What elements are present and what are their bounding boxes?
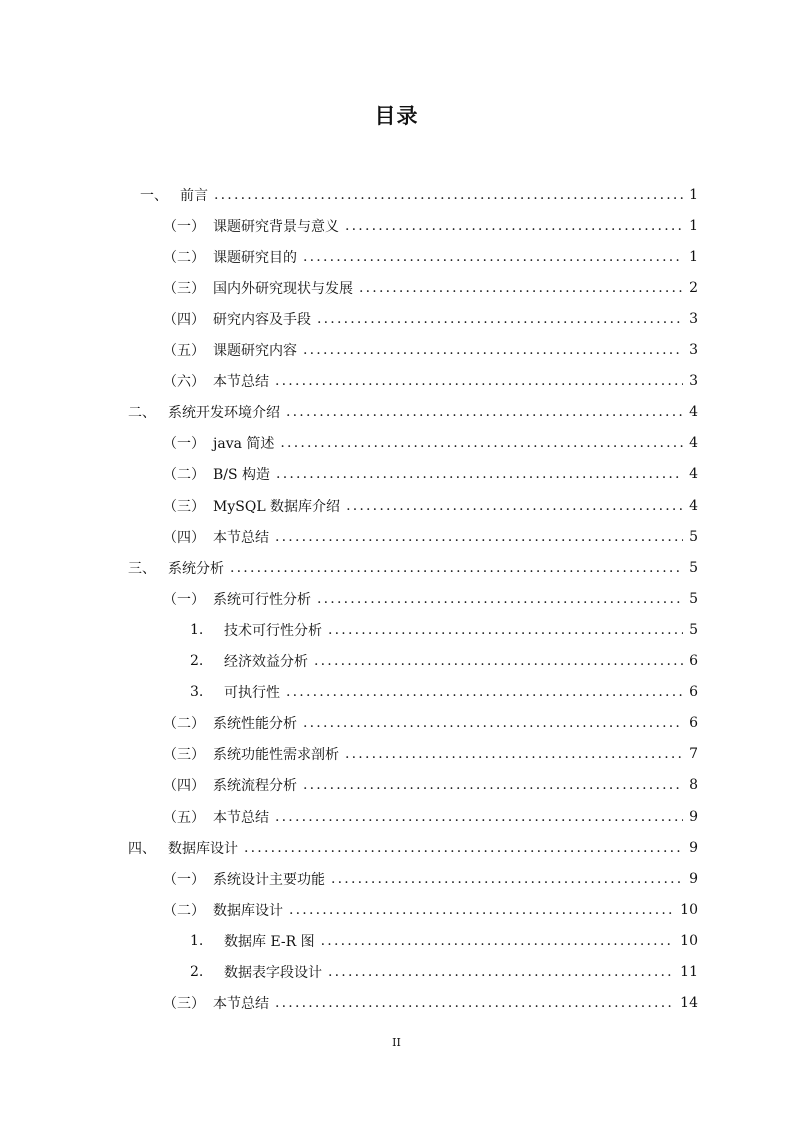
toc-dot-leader	[214, 187, 683, 203]
toc-entry-page: 5	[689, 528, 698, 545]
toc-title: 目录	[374, 104, 419, 128]
toc-entry-title: 研究内容及手段	[213, 311, 311, 328]
toc-entry-page: 4	[689, 404, 698, 421]
toc-entry-title: 系统性能分析	[213, 716, 297, 733]
toc-entry[interactable]	[190, 925, 698, 956]
toc-entry-page: 4	[689, 497, 698, 514]
toc-entry-title: 系统可行性分析	[213, 591, 311, 608]
toc-entry-number: （三）	[163, 280, 205, 297]
toc-entry[interactable]	[163, 272, 698, 303]
toc-entry[interactable]	[163, 366, 698, 397]
toc-entry-number: 2.	[190, 653, 204, 669]
toc-entry-title: 课题研究内容	[213, 343, 297, 359]
toc-entry-number: 3.	[190, 684, 204, 701]
toc-entry[interactable]	[163, 770, 698, 801]
toc-entry-title: 系统分析	[168, 560, 224, 577]
toc-dot-leader	[275, 809, 683, 825]
toc-dot-leader	[345, 746, 683, 762]
toc-dot-leader	[303, 249, 683, 265]
toc-entry-title: 数据表字段设计	[224, 965, 322, 981]
toc-entry-number: 二、	[128, 405, 156, 422]
toc-dot-leader	[345, 218, 683, 234]
toc-entry-number: （一）	[163, 871, 205, 888]
toc-dot-leader	[289, 902, 674, 918]
page-number: II	[392, 1036, 401, 1049]
toc-entry[interactable]	[163, 241, 698, 272]
toc-entry-number: （四）	[163, 529, 205, 546]
toc-dot-leader	[346, 498, 683, 514]
toc-entry-number: 四、	[128, 840, 156, 857]
toc-entry-number: （二）	[163, 467, 205, 484]
toc-entry-title: java 简述	[213, 436, 275, 453]
toc-entry-page: 2	[689, 279, 698, 296]
toc-entry[interactable]	[190, 957, 698, 988]
toc-dot-leader	[317, 591, 683, 607]
toc-entry-title: 本节总结	[213, 996, 269, 1013]
toc-entry-title: 数据库设计	[213, 902, 283, 919]
toc-entry[interactable]	[163, 521, 698, 552]
toc-entry-title: 本节总结	[213, 374, 269, 391]
toc-entry-title: 可执行性	[224, 685, 280, 702]
toc-dot-leader	[331, 871, 683, 887]
toc-entry[interactable]	[163, 490, 698, 521]
toc-entry-page: 6	[689, 653, 698, 669]
toc-dot-leader	[303, 342, 683, 358]
toc-dot-leader	[328, 622, 683, 638]
toc-entry-page: 10	[680, 932, 698, 949]
toc-dot-leader	[321, 933, 675, 949]
toc-entry[interactable]	[163, 428, 698, 459]
toc-entry[interactable]	[190, 614, 698, 645]
toc-entry[interactable]	[163, 894, 698, 925]
toc-entry[interactable]	[163, 708, 698, 739]
toc-entry-title: 课题研究目的	[213, 249, 297, 266]
toc-entry-page: 10	[680, 901, 698, 918]
toc-entry-page: 6	[689, 684, 698, 701]
toc-dot-leader	[328, 964, 674, 980]
toc-entry-title: 本节总结	[213, 809, 269, 826]
toc-dot-leader	[359, 280, 683, 296]
toc-entry-page: 5	[689, 559, 698, 576]
toc-dot-leader	[275, 373, 683, 389]
toc-dot-leader	[276, 466, 683, 482]
toc-entry-page: 3	[689, 310, 698, 327]
toc-entry-title: 数据库 E-R 图	[224, 933, 315, 950]
toc-entry-page: 1	[689, 248, 698, 265]
toc-entry-number: （一）	[163, 218, 205, 235]
toc-entry-number: （一）	[163, 591, 205, 608]
toc-entry-title: 国内外研究现状与发展	[213, 280, 353, 297]
toc-dot-leader	[286, 684, 683, 700]
toc-entry[interactable]	[163, 801, 698, 832]
toc-entry-page: 3	[689, 342, 698, 358]
toc-entry-page: 4	[689, 435, 698, 452]
toc-entry-number: （五）	[163, 809, 205, 826]
toc-entry-title: 前言	[180, 187, 208, 204]
toc-dot-leader	[280, 435, 683, 451]
toc-entry[interactable]	[128, 832, 698, 863]
toc-entry-number: 1.	[190, 932, 204, 949]
toc-entry-number: （六）	[163, 374, 205, 391]
toc-entry[interactable]	[163, 303, 698, 334]
toc-entry[interactable]	[163, 210, 698, 241]
toc-entry-number: （一）	[163, 436, 205, 453]
toc-dot-leader	[303, 715, 683, 731]
toc-entry-page: 8	[689, 777, 698, 794]
toc-entry[interactable]	[163, 863, 698, 894]
toc-entry-title: 经济效益分析	[224, 654, 308, 670]
toc-entry-number: （二）	[163, 902, 205, 919]
toc-entry-page: 1	[689, 217, 698, 234]
toc-entry-number: （五）	[163, 343, 205, 359]
toc-entry[interactable]	[163, 335, 698, 366]
toc-entry-title: MySQL 数据库介绍	[213, 498, 341, 515]
toc-entry-number: （三）	[163, 747, 205, 764]
toc-entry[interactable]	[128, 397, 698, 428]
toc-entry-number: （三）	[163, 996, 205, 1013]
toc-entry[interactable]	[163, 988, 698, 1019]
toc-entry[interactable]	[163, 739, 698, 770]
toc-entry-title: 系统流程分析	[213, 778, 297, 795]
toc-dot-leader	[275, 995, 674, 1011]
toc-entry[interactable]	[140, 179, 698, 210]
toc-entry-page: 9	[689, 870, 698, 887]
toc-entry-number: （四）	[163, 778, 205, 795]
toc-entry-page: 5	[689, 590, 698, 607]
toc-entry-number: （四）	[163, 311, 205, 328]
toc-entry-page: 1	[689, 186, 698, 203]
toc-entry-page: 7	[689, 746, 698, 763]
toc-entry-page: 9	[689, 839, 698, 856]
toc-entry-title: 技术可行性分析	[224, 622, 322, 639]
toc-entry[interactable]	[128, 552, 698, 583]
toc-entry-page: 11	[680, 964, 698, 980]
toc-entry[interactable]	[163, 459, 698, 490]
toc-dot-leader	[286, 404, 683, 420]
toc-entry-page: 14	[680, 995, 698, 1012]
toc-entry-number: （三）	[163, 498, 205, 515]
toc-entry-page: 4	[689, 466, 698, 483]
toc-dot-leader	[303, 777, 683, 793]
toc-dot-leader	[317, 311, 683, 327]
toc-entry-title: 数据库设计	[168, 840, 238, 857]
toc-entry-page: 3	[689, 373, 698, 390]
toc-entry-title: 系统功能性需求剖析	[213, 747, 339, 764]
toc-dot-leader	[314, 653, 683, 669]
toc-entry-title: B/S 构造	[213, 467, 271, 484]
toc-entry-page: 6	[689, 715, 698, 732]
toc-entry-number: 三、	[128, 560, 156, 577]
toc-entry[interactable]	[190, 646, 698, 677]
toc-entry-title: 本节总结	[213, 529, 269, 546]
toc-entry-number: （二）	[163, 249, 205, 266]
toc-entry[interactable]	[163, 583, 698, 614]
toc-entry-number: （二）	[163, 716, 205, 733]
toc-entry-title: 课题研究背景与意义	[213, 218, 339, 235]
toc-entry-title: 系统开发环境介绍	[168, 405, 280, 422]
toc-entry[interactable]	[190, 677, 698, 708]
toc-entry-page: 9	[689, 808, 698, 825]
toc-dot-leader	[230, 560, 683, 576]
toc-entry-page: 5	[689, 621, 698, 638]
toc-entry-number: 1.	[190, 621, 204, 638]
toc-dot-leader	[275, 529, 683, 545]
toc-entry-number: 2.	[190, 964, 204, 980]
toc-entry-number: 一、	[140, 187, 168, 204]
toc-dot-leader	[244, 840, 683, 856]
toc-entry-title: 系统设计主要功能	[213, 871, 325, 888]
